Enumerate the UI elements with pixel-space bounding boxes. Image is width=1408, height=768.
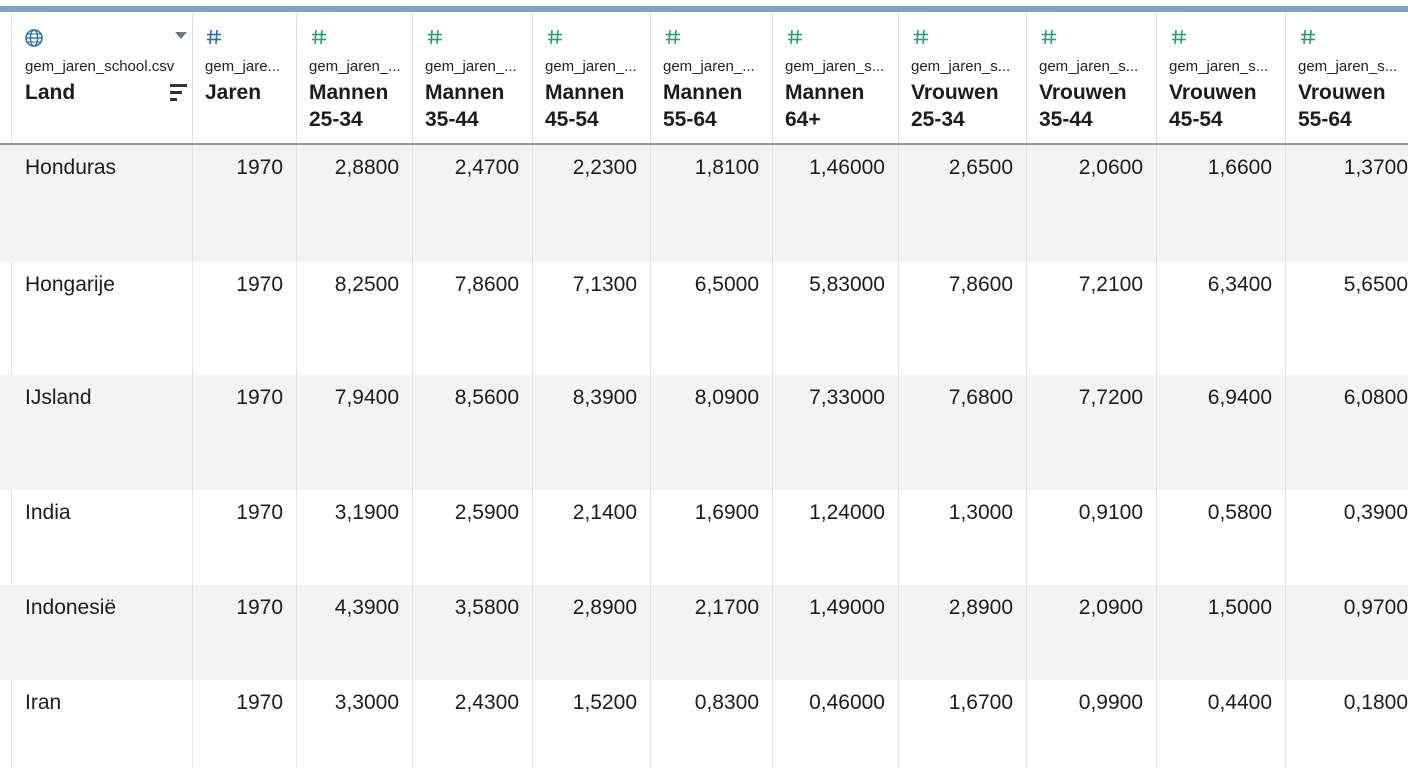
number-icon <box>664 28 682 46</box>
number-icon <box>205 28 223 46</box>
column-name-line2: 55-64 <box>1298 108 1352 131</box>
column-name <box>309 79 388 133</box>
cell-value[interactable] <box>773 375 899 490</box>
number-icon <box>310 28 328 46</box>
globe-icon <box>24 28 44 48</box>
column-name <box>1298 79 1386 133</box>
cell-value[interactable] <box>297 375 413 490</box>
cell-land[interactable] <box>12 490 193 585</box>
cell-text: 1,6600 <box>1207 156 1272 179</box>
cell-text: 7,2100 <box>1078 273 1143 296</box>
cell-value[interactable] <box>297 585 413 680</box>
cell-value[interactable] <box>1286 262 1408 375</box>
column-name-line2: 35-44 <box>1039 108 1093 131</box>
number-icon <box>546 28 564 46</box>
cell-text: 0,8300 <box>694 691 759 714</box>
cell-text: 0,5800 <box>1207 501 1272 524</box>
cell-text: 8,0900 <box>694 386 759 409</box>
column-name-line1: Mannen <box>785 81 865 104</box>
cell-value[interactable] <box>413 145 533 262</box>
cell-land[interactable] <box>12 375 193 490</box>
column-name: Land <box>25 81 76 104</box>
cell-text: 2,8800 <box>334 156 399 179</box>
cell-value[interactable] <box>773 490 899 585</box>
cell-text: 6,5000 <box>694 273 759 296</box>
cell-value[interactable] <box>297 262 413 375</box>
cell-text: 2,4300 <box>454 691 519 714</box>
cell-text: 0,1800 <box>1343 691 1408 714</box>
cell-value[interactable] <box>773 585 899 680</box>
column-source: gem_jaren_s... <box>785 58 885 75</box>
number-icon <box>426 28 444 46</box>
cell-text: 2,6500 <box>948 156 1013 179</box>
cell-text: 2,4700 <box>454 156 519 179</box>
number-icon <box>912 28 930 46</box>
column-name <box>1039 79 1127 133</box>
cell-value[interactable] <box>413 490 533 585</box>
cell-text: 1970 <box>236 596 283 619</box>
cell-value[interactable] <box>1286 375 1408 490</box>
column-name <box>785 79 864 133</box>
cell-value[interactable] <box>533 490 651 585</box>
cell-value[interactable] <box>773 680 899 768</box>
cell-text: 7,9400 <box>334 386 399 409</box>
cell-text: 8,2500 <box>334 273 399 296</box>
column-menu-chevron-down-icon[interactable] <box>175 32 187 39</box>
cell-land[interactable] <box>12 680 193 768</box>
column-name-line1: Vrouwen <box>1169 81 1257 104</box>
column-name <box>911 79 999 133</box>
column-name-line1: Mannen <box>309 81 389 104</box>
cell-text: 1,6700 <box>948 691 1013 714</box>
table-row[interactable] <box>0 585 1408 680</box>
column-header-jaren[interactable] <box>193 12 297 144</box>
cell-value[interactable] <box>1286 490 1408 585</box>
cell-value[interactable] <box>651 375 773 490</box>
cell-value[interactable] <box>899 585 1027 680</box>
column-name-line2: 25-34 <box>911 108 965 131</box>
cell-text: 0,4400 <box>1207 691 1272 714</box>
column-source: gem_jaren_... <box>663 58 755 75</box>
cell-value[interactable] <box>1157 680 1286 768</box>
column-name: Jaren <box>205 81 262 104</box>
cell-text: 3,3000 <box>334 691 399 714</box>
column-name-line1: Vrouwen <box>1298 81 1386 104</box>
cell-value[interactable] <box>1027 145 1157 262</box>
column-name-line1: Vrouwen <box>1039 81 1127 104</box>
cell-value[interactable] <box>773 262 899 375</box>
column-header-mannen-35-44[interactable] <box>413 12 533 144</box>
cell-text: 8,3900 <box>572 386 637 409</box>
cell-text: 0,9100 <box>1078 501 1143 524</box>
cell-text: 1970 <box>236 691 283 714</box>
cell-value[interactable] <box>651 680 773 768</box>
cell-text: 7,8600 <box>948 273 1013 296</box>
cell-text: 4,3900 <box>334 596 399 619</box>
cell-text: 2,0900 <box>1078 596 1143 619</box>
cell-text: 1,8100 <box>694 156 759 179</box>
cell-text: 0,9900 <box>1078 691 1143 714</box>
cell-text: 0,3900 <box>1343 501 1408 524</box>
cell-value[interactable] <box>899 262 1027 375</box>
cell-value[interactable] <box>1286 145 1408 262</box>
cell-text: 5,6500 <box>1343 273 1408 296</box>
cell-value[interactable] <box>899 375 1027 490</box>
number-icon <box>1299 28 1317 46</box>
cell-value[interactable] <box>193 680 297 768</box>
cell-text: 5,83000 <box>809 273 885 296</box>
cell-text: Indonesië <box>25 596 117 619</box>
cell-text: 6,9400 <box>1207 386 1272 409</box>
cell-value[interactable] <box>1286 680 1408 768</box>
column-source: gem_jare... <box>205 58 281 75</box>
cell-text: 1970 <box>236 386 283 409</box>
column-name-line1: Mannen <box>425 81 505 104</box>
cell-value[interactable] <box>413 585 533 680</box>
cell-text: 7,7200 <box>1078 386 1143 409</box>
column-name <box>425 79 504 133</box>
cell-value[interactable] <box>533 585 651 680</box>
cell-text: 7,33000 <box>809 386 885 409</box>
cell-value[interactable] <box>1027 262 1157 375</box>
cell-text: 2,8900 <box>572 596 637 619</box>
cell-land[interactable] <box>12 585 193 680</box>
cell-text: 2,5900 <box>454 501 519 524</box>
cell-value[interactable] <box>1157 262 1286 375</box>
cell-value[interactable] <box>533 375 651 490</box>
column-header-vrouwen-55-64[interactable] <box>1286 12 1408 144</box>
cell-value[interactable] <box>193 375 297 490</box>
cell-text: 2,0600 <box>1078 156 1143 179</box>
cell-value[interactable] <box>899 145 1027 262</box>
cell-value[interactable] <box>1027 680 1157 768</box>
cell-text: 7,1300 <box>572 273 637 296</box>
cell-text: 1,24000 <box>809 501 885 524</box>
column-source: gem_jaren_s... <box>911 58 1011 75</box>
cell-text: 2,8900 <box>948 596 1013 619</box>
column-header-mannen-25-34[interactable] <box>297 12 413 144</box>
cell-text: Honduras <box>25 156 117 179</box>
cell-text: 0,9700 <box>1343 596 1408 619</box>
column-name-line2: 45-54 <box>545 108 599 131</box>
cell-text: Iran <box>25 691 62 714</box>
column-source: gem_jaren_school.csv <box>25 58 175 75</box>
cell-land[interactable] <box>12 262 193 375</box>
cell-value[interactable] <box>651 585 773 680</box>
column-name-line1: Mannen <box>663 81 743 104</box>
cell-text: IJsland <box>25 386 92 409</box>
table-row[interactable] <box>0 680 1408 768</box>
cell-text: 1,49000 <box>809 596 885 619</box>
column-name-line1: Vrouwen <box>911 81 999 104</box>
cell-text: 2,2300 <box>572 156 637 179</box>
column-name-line1: Mannen <box>545 81 625 104</box>
cell-text: 2,1700 <box>694 596 759 619</box>
cell-value[interactable] <box>1157 375 1286 490</box>
cell-text: Hongarije <box>25 273 115 296</box>
cell-text: 1,3000 <box>948 501 1013 524</box>
cell-value[interactable] <box>193 145 297 262</box>
cell-value[interactable] <box>193 262 297 375</box>
column-name-line2: 35-44 <box>425 108 479 131</box>
column-name-line2: 25-34 <box>309 108 363 131</box>
cell-text: 1,46000 <box>809 156 885 179</box>
column-header-mannen-55-64[interactable] <box>651 12 773 144</box>
column-source: gem_jaren_s... <box>1169 58 1269 75</box>
column-header-vrouwen-35-44[interactable] <box>1027 12 1157 144</box>
column-name-line2: 45-54 <box>1169 108 1223 131</box>
column-name <box>545 79 624 133</box>
cell-value[interactable] <box>297 680 413 768</box>
table-row[interactable] <box>0 262 1408 375</box>
column-header-mannen-45-54[interactable] <box>533 12 651 144</box>
cell-text: 2,1400 <box>572 501 637 524</box>
number-icon <box>786 28 804 46</box>
cell-value[interactable] <box>899 680 1027 768</box>
table-row[interactable] <box>0 375 1408 490</box>
cell-value[interactable] <box>773 145 899 262</box>
cell-text: 1,5200 <box>572 691 637 714</box>
cell-value[interactable] <box>413 375 533 490</box>
cell-text: 1970 <box>236 156 283 179</box>
cell-text: 3,5800 <box>454 596 519 619</box>
cell-text: 1970 <box>236 273 283 296</box>
cell-value[interactable] <box>193 585 297 680</box>
cell-value[interactable] <box>1286 585 1408 680</box>
table-row[interactable] <box>0 145 1408 262</box>
cell-value[interactable] <box>1027 375 1157 490</box>
column-source: gem_jaren_... <box>309 58 401 75</box>
cell-text: 1970 <box>236 501 283 524</box>
column-header-vrouwen-25-34[interactable] <box>899 12 1027 144</box>
cell-value[interactable] <box>651 490 773 585</box>
cell-value[interactable] <box>533 262 651 375</box>
column-name <box>1169 79 1257 133</box>
column-name <box>663 79 742 133</box>
column-source: gem_jaren_... <box>545 58 637 75</box>
cell-value[interactable] <box>413 680 533 768</box>
column-source: gem_jaren_s... <box>1039 58 1139 75</box>
cell-value[interactable] <box>413 262 533 375</box>
cell-text: 1,6900 <box>694 501 759 524</box>
column-header-land[interactable] <box>12 12 193 144</box>
cell-text: 8,5600 <box>454 386 519 409</box>
cell-text: 3,1900 <box>334 501 399 524</box>
column-header-vrouwen-45-54[interactable] <box>1157 12 1286 144</box>
cell-value[interactable] <box>1027 490 1157 585</box>
sort-icon[interactable] <box>170 84 187 105</box>
cell-text: 1,3700 <box>1343 156 1408 179</box>
cell-text: 0,46000 <box>809 691 885 714</box>
cell-text: 6,0800 <box>1343 386 1408 409</box>
number-icon <box>1170 28 1188 46</box>
cell-value[interactable] <box>651 145 773 262</box>
cell-value[interactable] <box>297 145 413 262</box>
cell-text: 1,5000 <box>1207 596 1272 619</box>
cell-value[interactable] <box>533 680 651 768</box>
column-source: gem_jaren_s... <box>1298 58 1398 75</box>
column-name-line2: 55-64 <box>663 108 717 131</box>
cell-value[interactable] <box>651 262 773 375</box>
cell-text: 7,6800 <box>948 386 1013 409</box>
number-icon <box>1040 28 1058 46</box>
cell-value[interactable] <box>533 145 651 262</box>
cell-text: 6,3400 <box>1207 273 1272 296</box>
cell-value[interactable] <box>1027 585 1157 680</box>
column-name-line2: 64+ <box>785 108 821 131</box>
cell-value[interactable] <box>1157 585 1286 680</box>
table-row[interactable] <box>0 490 1408 585</box>
cell-text: India <box>25 501 71 524</box>
cell-value[interactable] <box>193 490 297 585</box>
column-header-mannen-64plus[interactable] <box>773 12 899 144</box>
cell-text: 7,8600 <box>454 273 519 296</box>
column-source: gem_jaren_... <box>425 58 517 75</box>
cell-value[interactable] <box>297 490 413 585</box>
cell-value[interactable] <box>1157 490 1286 585</box>
cell-land[interactable] <box>12 145 193 262</box>
cell-value[interactable] <box>899 490 1027 585</box>
cell-value[interactable] <box>1157 145 1286 262</box>
